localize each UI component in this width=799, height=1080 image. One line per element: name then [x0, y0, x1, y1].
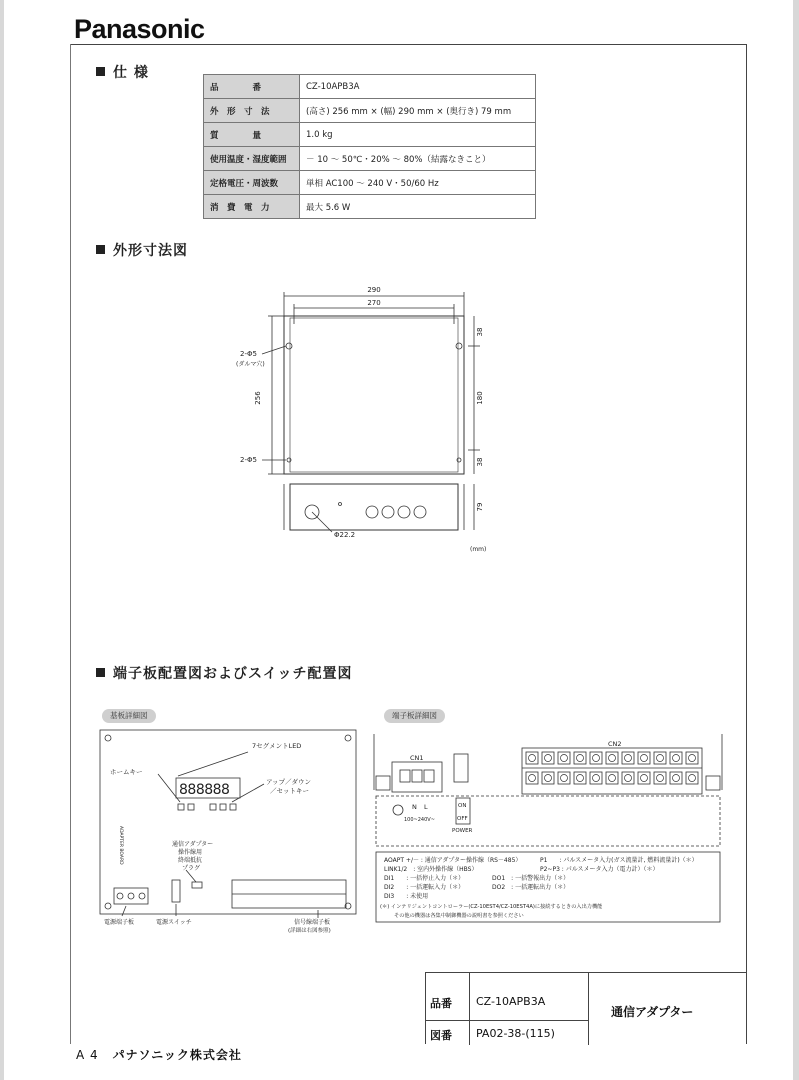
spec-value: CZ-10APB3A [300, 75, 536, 99]
screw-icon [139, 893, 145, 899]
terminator-plug-label: 終端抵抗 [178, 857, 203, 864]
port-hole-icon [366, 506, 378, 518]
desc-line: AOAPT +/－ : 通信アダプター操作線（RS－485） [384, 857, 522, 864]
leader-line [312, 512, 332, 532]
keyhole-icon [456, 343, 462, 349]
hole-top-label: 2-Φ5 [240, 350, 257, 358]
page-edge-right [793, 0, 799, 1080]
spec-table [203, 74, 536, 219]
terminal-detail-tag: 端子板詳細図 [384, 709, 445, 723]
cn2-label: CN2 [608, 740, 622, 748]
down-key-button [220, 804, 226, 810]
off-label: OFF [457, 816, 468, 822]
keyhole-icon [286, 343, 292, 349]
screw-icon [657, 775, 664, 782]
terminator-plug-label: 通信アダプター [172, 841, 214, 848]
page-edge-left [0, 0, 4, 1080]
hole-top-note: (ダルマ穴) [236, 361, 265, 368]
desc-line: P1 : パルスメータ入力(ガス流量計, 燃料流量計)（＊） [540, 857, 698, 864]
seg-digits: 888888 [179, 782, 230, 798]
power-label: POWER [452, 828, 473, 834]
voltage-label: 100~240V~ [404, 817, 435, 823]
screw-icon [689, 775, 696, 782]
signal-terminal-note: (詳細は右図参照) [288, 928, 331, 934]
company-name: パナソニック株式会社 [112, 1048, 242, 1062]
brand-logo: Panasonic [74, 14, 205, 44]
home-key-button [178, 804, 184, 810]
dimension-title-text: 外形寸法図 [113, 243, 188, 259]
cn2-screw [654, 772, 666, 784]
bullet-square-icon [96, 67, 105, 76]
ground-icon [393, 805, 403, 815]
leader-line [178, 752, 248, 776]
terminal-section-title [96, 663, 352, 683]
cn2-screw [574, 772, 586, 784]
spec-title-text: 仕 様 [113, 65, 149, 81]
terminator-plug [192, 882, 202, 888]
table-row [204, 195, 536, 219]
up-key-button [210, 804, 216, 810]
screw-icon [577, 755, 584, 762]
desc-line: DO2 : 一括運転出力（＊） [492, 884, 570, 891]
title-block-divider [469, 1021, 470, 1045]
screw-icon [561, 775, 568, 782]
cn2-screw [686, 752, 698, 764]
screw-icon [657, 755, 664, 762]
spec-key: 消 費 電 力 [204, 195, 300, 219]
table-row [204, 171, 536, 195]
cn2-screw [590, 772, 602, 784]
bullet-square-icon [96, 245, 105, 254]
dim-label-38-bottom: 38 [476, 457, 484, 467]
dim-label-180: 180 [476, 391, 484, 405]
spec-value: (高さ) 256 mm × (幅) 290 mm × (奥行き) 79 mm [300, 99, 536, 123]
front-plate [284, 316, 464, 474]
product-name: 通信アダプター [611, 1005, 694, 1019]
title-block-drawing-row [426, 1021, 589, 1045]
board-detail-tag: 基板詳細図 [102, 709, 156, 723]
screw-icon [545, 775, 552, 782]
hole-bottom-label: 2-Φ5 [240, 456, 257, 464]
led-dot-icon [339, 503, 342, 506]
home-key-button [188, 804, 194, 810]
screw-icon [673, 755, 680, 762]
screw-icon [673, 775, 680, 782]
spec-value: － 10 ～ 50℃・20% ～ 80%（結露なきこと） [300, 147, 536, 171]
cn2-screw [558, 752, 570, 764]
desc-line: DO1 : 一括警報出力（＊） [492, 875, 570, 882]
dimension-drawing [200, 280, 520, 560]
front-plate-inner [290, 318, 458, 472]
cn1-screw [412, 770, 422, 782]
screw-icon [593, 775, 600, 782]
cn2-screw [622, 772, 634, 784]
board-outline [100, 730, 356, 914]
cn2-screw [542, 772, 554, 784]
cn2-screw [526, 772, 538, 784]
cn2-screw [638, 752, 650, 764]
screw-icon [609, 775, 616, 782]
dim-label-256: 256 [254, 391, 262, 405]
board-detail-drawing [98, 726, 360, 936]
board-hole-icon [345, 735, 351, 741]
desc-line: DI1 : 一括停止入力（＊） [384, 875, 465, 882]
side-view [290, 484, 458, 530]
port-hole-icon [414, 506, 426, 518]
cn2-screw [526, 752, 538, 764]
page-size-label: A 4 [76, 1048, 99, 1062]
cn1-screw [424, 770, 434, 782]
set-key-label: ／セットキー [270, 787, 309, 795]
power-switch [454, 754, 468, 782]
cn2-screw [606, 772, 618, 784]
table-row [204, 99, 536, 123]
n-label: N [412, 803, 417, 811]
port-hole-icon [382, 506, 394, 518]
board-hole-icon [105, 903, 111, 909]
part-number-value: CZ-10APB3A [476, 995, 546, 1008]
title-block-part-row [426, 973, 589, 1021]
l-label: L [424, 803, 428, 811]
signal-terminal-label: 信号線端子板 [294, 919, 331, 926]
terminator-plug-label: 操作線用 [178, 849, 203, 856]
screw-icon [641, 775, 648, 782]
screw-icon [625, 775, 632, 782]
cn2-screw [670, 752, 682, 764]
screw-icon [561, 755, 568, 762]
screw-icon [609, 755, 616, 762]
table-row [204, 147, 536, 171]
cn2-screw [606, 752, 618, 764]
cn1-terminal-block [392, 762, 442, 792]
board-vertical-label: ADAPTER BOARD [118, 826, 123, 865]
title-block-divider [469, 973, 470, 1021]
dim-label-290: 290 [367, 286, 381, 294]
unit-label: (mm) [470, 546, 487, 553]
mount-hole-icon [287, 458, 291, 462]
port-hole-icon [398, 506, 410, 518]
screw-icon [625, 755, 632, 762]
dim-label-79: 79 [476, 502, 484, 512]
screw-icon [117, 893, 123, 899]
updown-key-label: アップ／ダウン [266, 778, 312, 786]
screw-icon [545, 755, 552, 762]
page-footer [76, 1046, 242, 1063]
note-line: (＊) インテリジェントコントローラー(CZ-10EST4/CZ-10EST4A)に接続するときの入出力機能 [380, 904, 603, 910]
screw-icon [593, 755, 600, 762]
table-row [204, 123, 536, 147]
terminal-detail-drawing [372, 726, 724, 926]
home-key-label: ホームキー [110, 768, 143, 776]
desc-line: P2~P3 : パルスメータ入力（電力計）（＊） [540, 866, 659, 873]
spec-key: 外 形 寸 法 [204, 99, 300, 123]
spec-key: 定格電圧・周波数 [204, 171, 300, 195]
screw-icon [529, 755, 536, 762]
power-terminal-block [114, 888, 148, 904]
table-row [204, 75, 536, 99]
note-line: その他の機器は各集中制御機器の説明書を参照ください [394, 913, 524, 919]
leader-line [232, 784, 264, 802]
dim-label-270: 270 [367, 299, 381, 307]
screw-icon [689, 755, 696, 762]
power-switch-label: 電源スイッチ [156, 919, 192, 926]
drawing-number-key: 図番 [430, 1029, 452, 1042]
part-number-key: 品番 [430, 997, 452, 1010]
spec-value: 最大 5.6 W [300, 195, 536, 219]
spec-section-title [96, 62, 149, 82]
power-switch [172, 880, 180, 902]
terminal-title-text: 端子板配置図およびスイッチ配置図 [113, 666, 353, 682]
drawing-number-value: PA02-38-(115) [476, 1027, 555, 1040]
cn2-screw [654, 752, 666, 764]
leader-line [122, 906, 126, 916]
seg-led-label: 7セグメントLED [252, 742, 302, 750]
cn2-screw [558, 772, 570, 784]
drawing-frame-left [70, 44, 71, 1044]
cn2-screw [590, 752, 602, 764]
on-label: ON [458, 803, 467, 809]
cn1-label: CN1 [410, 754, 424, 762]
spec-key: 品 番 [204, 75, 300, 99]
spec-key: 質 量 [204, 123, 300, 147]
cn2-screw [686, 772, 698, 784]
spec-value: 1.0 kg [300, 123, 536, 147]
cn1-screw [400, 770, 410, 782]
dimension-section-title [96, 240, 188, 260]
power-terminal-label: 電源端子板 [104, 919, 135, 926]
cn2-screw [542, 752, 554, 764]
cn2-screw [638, 772, 650, 784]
mount-tab [706, 776, 720, 790]
cn2-screw [670, 772, 682, 784]
set-key-button [230, 804, 236, 810]
leader-line [262, 346, 286, 354]
cn2-screw [574, 752, 586, 764]
dim-label-38-top: 38 [476, 327, 484, 337]
spec-key: 使用温度・湿度範囲 [204, 147, 300, 171]
screw-icon [641, 755, 648, 762]
title-block [425, 972, 747, 1044]
terminator-plug-label: プラグ [182, 865, 201, 872]
bullet-square-icon [96, 668, 105, 677]
mount-tab [376, 776, 390, 790]
mount-hole-icon [457, 458, 461, 462]
spec-value: 単相 AC100 ～ 240 V・50/60 Hz [300, 171, 536, 195]
screw-icon [128, 893, 134, 899]
screw-icon [577, 775, 584, 782]
board-hole-icon [105, 735, 111, 741]
screw-icon [529, 775, 536, 782]
knockout-label: Φ22.2 [334, 531, 356, 539]
desc-line: DI3 : 未使用 [384, 893, 429, 900]
desc-line: DI2 : 一括運転入力（＊） [384, 884, 465, 891]
cn2-screw [622, 752, 634, 764]
desc-line: LINK1/2 : 室内外操作線（HBS） [384, 866, 478, 873]
